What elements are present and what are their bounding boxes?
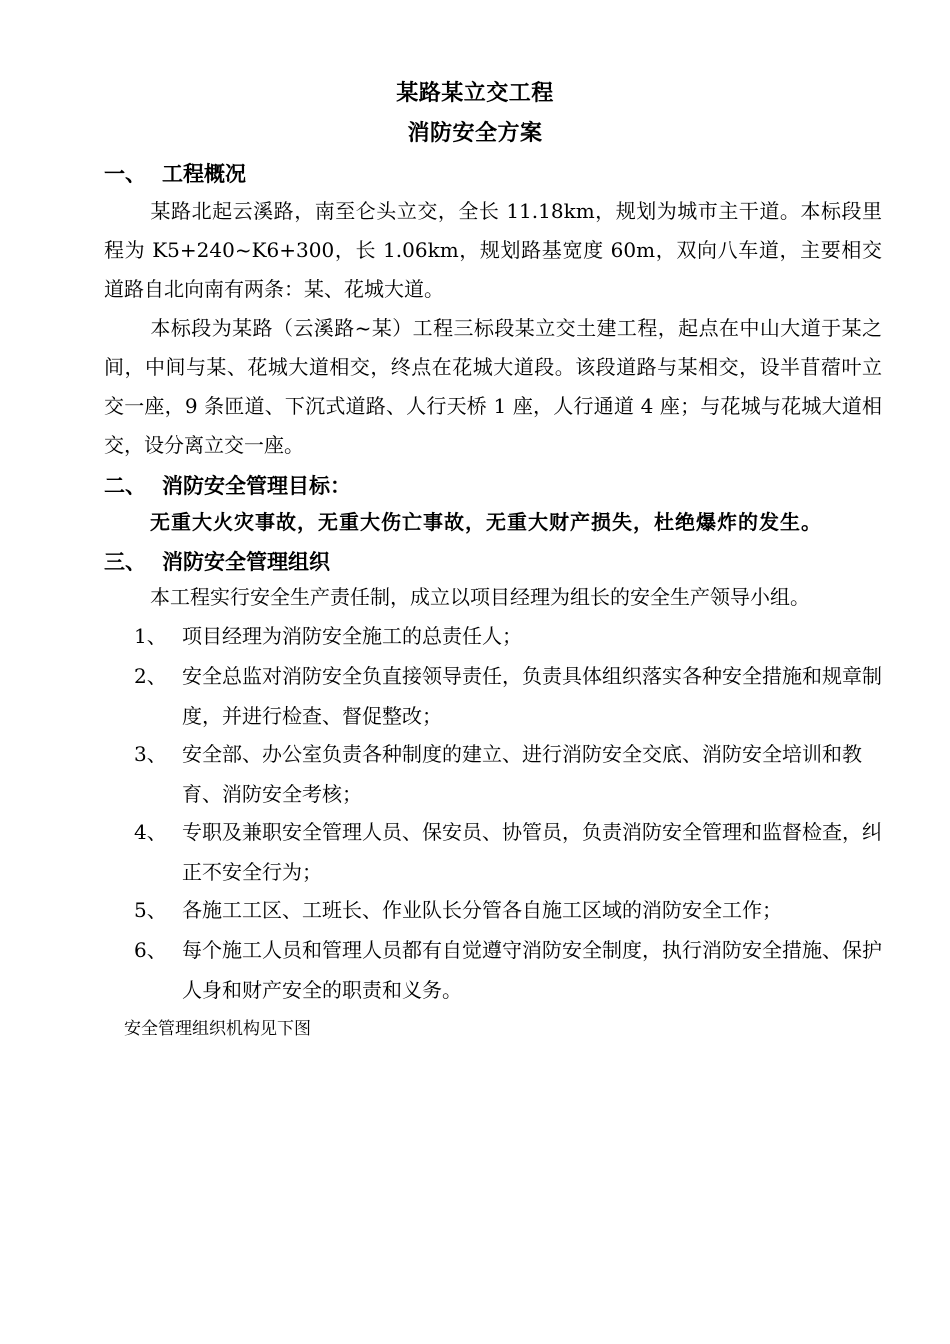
section1-paragraph-1-text: 某路北起云溪路，南至仑头立交，全长 11.18km，规划为城市主干道。本标段里程为 K5+240~K6+300，长 1.06km，规划路基宽度 60m，双向八车道，主要相交道路自北向南有两条：某、花城大道。 bbox=[104, 199, 882, 301]
document-subtitle: 消防安全方案 bbox=[407, 120, 543, 146]
safety-goal: 无重大火灾事故，无重大伤亡事故，无重大财产损失，杜绝爆炸的发生。 bbox=[150, 510, 822, 534]
section2-heading bbox=[104, 470, 351, 500]
list-item bbox=[134, 890, 882, 930]
list-item-text: 安全部、办公室负责各种制度的建立、进行消防安全交底、消防安全培训和教育、消防安全考核； bbox=[182, 742, 862, 806]
list-item bbox=[134, 734, 882, 814]
section3-heading bbox=[104, 546, 330, 576]
list-item-number: 2、 bbox=[134, 664, 167, 688]
section3-intro bbox=[104, 578, 882, 617]
list-item-number: 3、 bbox=[134, 742, 167, 766]
list-item bbox=[134, 616, 882, 656]
list-item-text: 各施工工区、工班长、作业队长分管各自施工区域的消防安全工作； bbox=[182, 898, 782, 922]
section2-number: 二、 bbox=[104, 473, 146, 498]
section3-intro-text: 本工程实行安全生产责任制，成立以项目经理为组长的安全生产领导小组。 bbox=[150, 585, 810, 609]
section1-title: 工程概况 bbox=[162, 161, 246, 186]
document-title: 某路某立交工程 bbox=[396, 80, 554, 106]
section1-paragraph-2-text: 本标段为某路（云溪路~某）工程三标段某立交土建工程，起点在中山大道于某之间，中间与某、花城大道相交，终点在花城大道段。该段道路与某相交，设半苜蓿叶立交一座，9 条匝道、下沉式道路、人行天桥 1 座，人行通道 4 座；与花城与花城大道相交，设分离立交一座。 bbox=[104, 316, 882, 457]
section3-title: 消防安全管理组织 bbox=[162, 549, 330, 574]
section1-paragraph-2 bbox=[104, 309, 882, 465]
list-item-number: 5、 bbox=[134, 898, 167, 922]
section3-number: 三、 bbox=[104, 549, 146, 574]
list-item bbox=[134, 930, 882, 1010]
list-item bbox=[134, 656, 882, 736]
list-item-number: 4、 bbox=[134, 820, 167, 844]
list-item-text: 项目经理为消防安全施工的总责任人； bbox=[182, 624, 522, 648]
list-item-text: 每个施工人员和管理人员都有自觉遵守消防安全制度，执行消防安全措施、保护人身和财产安全的职责和义务。 bbox=[182, 938, 882, 1002]
list-item bbox=[134, 812, 882, 892]
section1-number: 一、 bbox=[104, 161, 146, 186]
list-item-text: 安全总监对消防安全负直接领导责任，负责具体组织落实各种安全措施和规章制度，并进行检查、督促整改； bbox=[182, 664, 882, 728]
list-item-number: 6、 bbox=[134, 938, 167, 962]
section1-paragraph-1 bbox=[104, 192, 882, 309]
list-item-text: 专职及兼职安全管理人员、保安员、协管员，负责消防安全管理和监督检查，纠正不安全行为； bbox=[182, 820, 882, 884]
section1-heading bbox=[104, 158, 246, 188]
list-item-number: 1、 bbox=[134, 624, 167, 648]
section2-title: 消防安全管理目标： bbox=[162, 473, 351, 498]
org-chart-note: 安全管理组织机构见下图 bbox=[124, 1019, 311, 1039]
